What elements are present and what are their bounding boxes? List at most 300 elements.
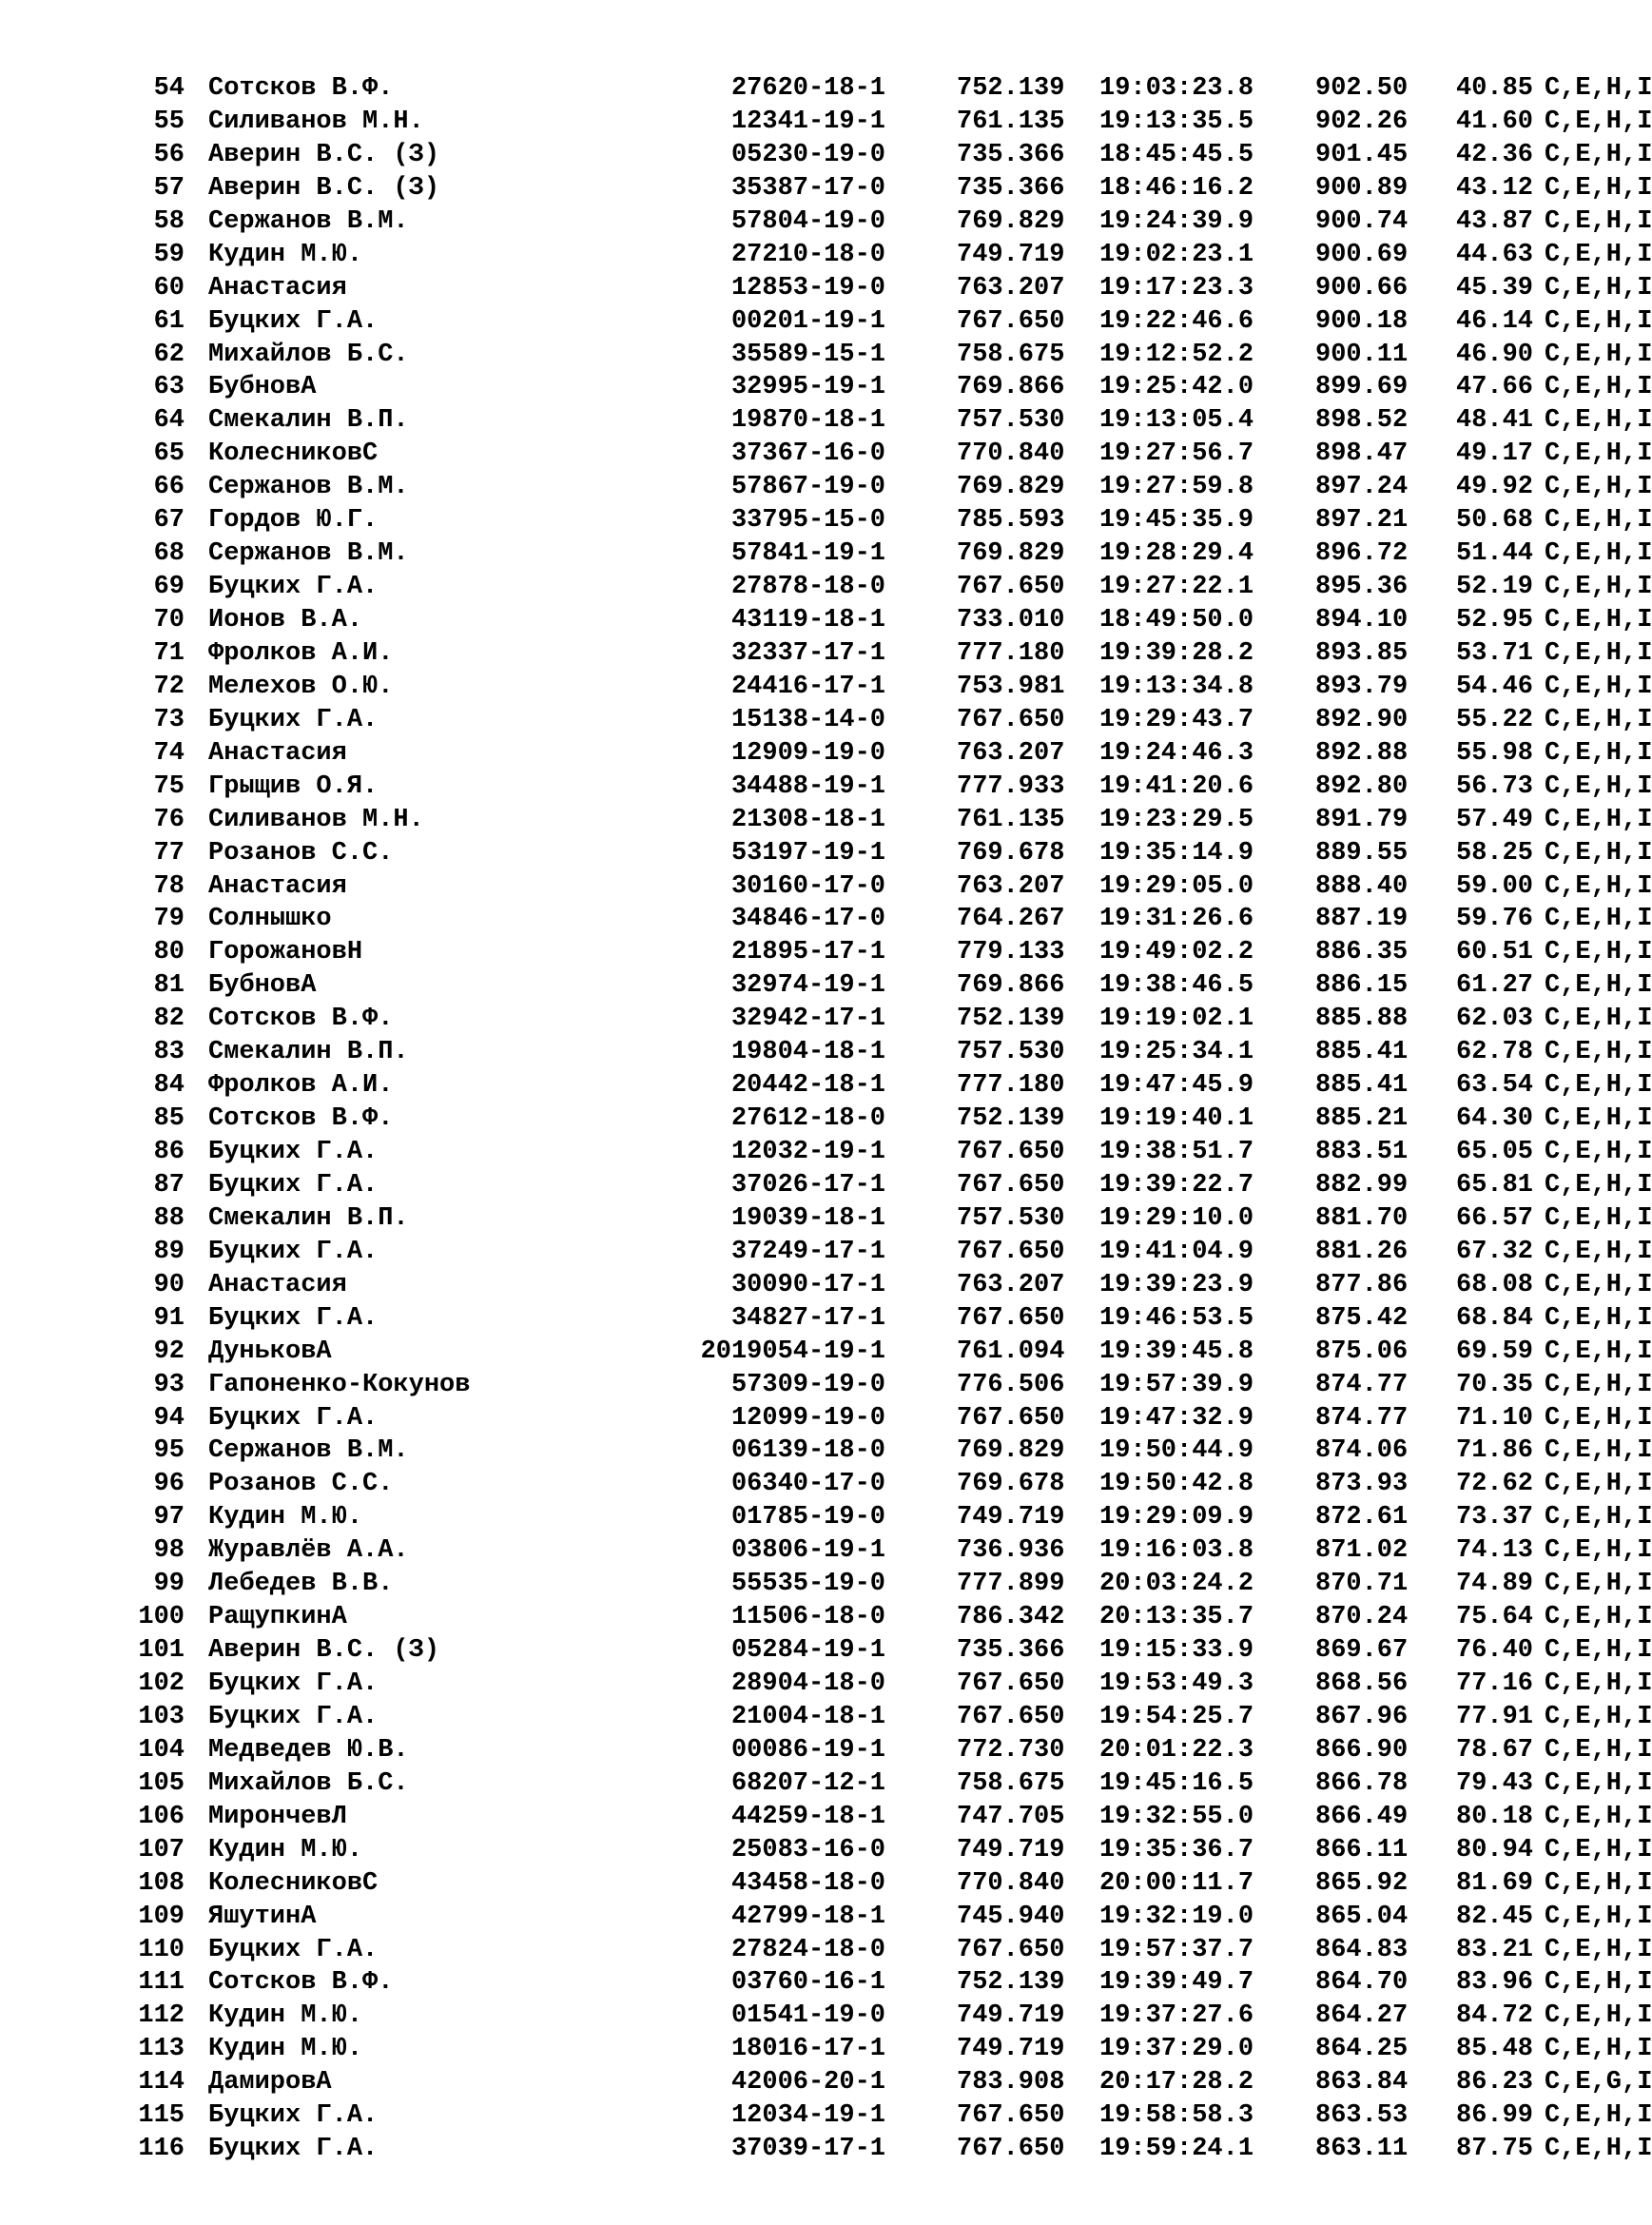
table-row [133,969,1652,1003]
ring-number: 44259-18-1 [730,1802,885,1831]
place-number: 58 [153,206,185,236]
category-flags: C,E,H,I [1545,173,1652,203]
speed: 902.50 [1315,74,1409,103]
fancier-name: БубновА [208,971,317,1001]
place-number: 100 [138,1603,185,1632]
table-row [133,571,1652,604]
ring-number: 20442-18-1 [730,1071,885,1101]
ring-number: 33795-15-0 [730,506,885,536]
fancier-name: Буцких Г.А. [208,1669,379,1698]
category-flags: C,E,H,I [1545,1835,1652,1864]
speed: 892.88 [1315,738,1409,768]
coefficient: 54.46 [1456,672,1534,701]
distance: 779.133 [957,938,1065,967]
fancier-name: Буцких Г.А. [208,1702,379,1731]
fancier-name: ГорожановН [208,938,363,967]
distance: 770.840 [957,439,1065,469]
coefficient: 65.05 [1456,1138,1534,1166]
table-row [133,2099,1652,2133]
fancier-name: Аверин В.С. (З) [208,173,440,203]
place-number: 90 [153,1270,185,1299]
table-row [133,471,1652,504]
arrival-time: 19:57:39.9 [1099,1370,1254,1399]
category-flags: C,E,H,I [1545,1636,1652,1666]
place-number: 83 [153,1038,185,1067]
arrival-time: 19:35:36.7 [1099,1835,1254,1864]
distance: 735.366 [957,173,1065,203]
place-number: 108 [138,1868,185,1898]
place-number: 54 [153,74,185,103]
table-row [133,1003,1652,1036]
place-number: 84 [153,1071,185,1101]
results-table [133,72,1652,2166]
coefficient: 45.39 [1456,273,1534,303]
coefficient: 71.86 [1456,1436,1534,1466]
arrival-time: 19:47:32.9 [1099,1403,1254,1433]
coefficient: 42.36 [1456,140,1534,169]
arrival-time: 19:03:23.8 [1099,74,1254,103]
table-row [133,936,1652,969]
category-flags: C,E,H,I [1545,1536,1652,1566]
table-row [133,205,1652,239]
arrival-time: 19:28:29.4 [1099,539,1254,569]
table-row [133,1069,1652,1103]
coefficient: 71.10 [1456,1403,1534,1433]
fancier-name: Сотсков В.Ф. [208,74,394,103]
place-number: 75 [153,771,185,801]
speed: 900.89 [1315,173,1409,203]
coefficient: 62.03 [1456,1005,1534,1034]
fancier-name: Сержанов В.М. [208,1436,409,1466]
fancier-name: КолесниковС [208,439,379,469]
coefficient: 60.51 [1456,938,1534,967]
coefficient: 72.62 [1456,1470,1534,1499]
ring-number: 32995-19-1 [730,373,885,402]
category-flags: C,E,H,I [1545,1270,1652,1299]
ring-number: 30090-17-1 [730,1270,885,1299]
distance: 777.180 [957,1071,1065,1101]
coefficient: 49.17 [1456,439,1534,469]
category-flags: C,E,H,I [1545,406,1652,436]
coefficient: 80.18 [1456,1802,1534,1831]
category-flags: C,E,H,I [1545,573,1652,602]
arrival-time: 19:45:35.9 [1099,506,1254,536]
fancier-name: Буцких Г.А. [208,1170,379,1200]
table-row [133,1901,1652,1934]
category-flags: C,E,H,I [1545,1570,1652,1599]
place-number: 107 [138,1835,185,1864]
ring-number: 37039-17-1 [730,2135,885,2164]
table-row [133,2000,1652,2033]
category-flags: C,E,H,I [1545,1768,1652,1798]
distance: 757.530 [957,1203,1065,1233]
table-row [133,2133,1652,2166]
distance: 785.593 [957,506,1065,536]
fancier-name: Силиванов М.Н. [208,107,424,136]
fancier-name: Розанов С.С. [208,1470,394,1499]
fancier-name: Буцких Г.А. [208,573,379,602]
arrival-time: 19:29:10.0 [1099,1203,1254,1233]
arrival-time: 19:37:29.0 [1099,2035,1254,2064]
table-row [133,1336,1652,1369]
fancier-name: БубновА [208,373,317,402]
place-number: 70 [153,606,185,634]
place-number: 60 [153,273,185,303]
table-row [133,1701,1652,1734]
fancier-name: Аверин В.С. (З) [208,140,440,169]
fancier-name: Ионов В.А. [208,606,363,634]
place-number: 102 [138,1669,185,1698]
fancier-name: Буцких Г.А. [208,1138,379,1166]
ring-number: 30160-17-0 [730,871,885,901]
category-flags: C,E,H,I [1545,1071,1652,1101]
table-row [133,1568,1652,1601]
coefficient: 76.40 [1456,1636,1534,1666]
place-number: 110 [138,1935,185,1964]
place-number: 79 [153,905,185,934]
distance: 733.010 [957,606,1065,634]
table-row [133,504,1652,537]
fancier-name: Фролков А.И. [208,1071,394,1101]
coefficient: 69.59 [1456,1337,1534,1366]
fancier-name: Гапоненко-Кокунов [208,1370,471,1399]
arrival-time: 19:27:56.7 [1099,439,1254,469]
fancier-name: Журавлёв А.А. [208,1536,409,1566]
distance: 758.675 [957,340,1065,369]
ring-number: 21895-17-1 [730,938,885,967]
arrival-time: 19:39:23.9 [1099,1270,1254,1299]
speed: 865.92 [1315,1868,1409,1898]
distance: 752.139 [957,74,1065,103]
place-number: 93 [153,1370,185,1399]
ring-number: 57804-19-0 [730,206,885,236]
speed: 863.84 [1315,2068,1409,2098]
distance: 749.719 [957,2035,1065,2064]
ring-number: 57841-19-1 [730,539,885,569]
fancier-name: Буцких Г.А. [208,1403,379,1433]
arrival-time: 19:25:34.1 [1099,1038,1254,1067]
fancier-name: ЯшутинА [208,1902,317,1931]
table-row [133,1934,1652,1967]
fancier-name: РащупкинА [208,1603,347,1632]
table-row [133,339,1652,372]
distance: 767.650 [957,306,1065,336]
distance: 757.530 [957,1038,1065,1067]
table-row [133,1269,1652,1302]
fancier-name: Буцких Г.А. [208,2101,379,2131]
speed: 899.69 [1315,373,1409,402]
table-row [133,771,1652,804]
ring-number: 32337-17-1 [730,638,885,668]
distance: 776.506 [957,1370,1065,1399]
ring-number: 68207-12-1 [730,1768,885,1798]
ring-number: 12341-19-1 [730,107,885,136]
category-flags: C,E,H,I [1545,1138,1652,1166]
ring-number: 27620-18-1 [730,74,885,103]
ring-number: 12034-19-1 [730,2101,885,2131]
speed: 869.67 [1315,1636,1409,1666]
distance: 767.650 [957,2101,1065,2131]
table-row [133,1966,1652,2000]
table-row [133,1668,1652,1701]
distance: 767.650 [957,1702,1065,1731]
ring-number: 34827-17-1 [730,1303,885,1333]
distance: 777.899 [957,1570,1065,1599]
category-flags: C,E,H,I [1545,1403,1652,1433]
arrival-time: 19:46:53.5 [1099,1303,1254,1333]
category-flags: C,E,H,I [1545,74,1652,103]
category-flags: C,E,G,I [1545,2068,1652,2098]
fancier-name: Фролков А.И. [208,638,394,668]
ring-number: 12909-19-0 [730,738,885,768]
arrival-time: 19:23:29.5 [1099,805,1254,834]
speed: 881.70 [1315,1203,1409,1233]
category-flags: C,E,H,I [1545,140,1652,169]
speed: 873.93 [1315,1470,1409,1499]
coefficient: 51.44 [1456,539,1534,569]
fancier-name: Смекалин В.П. [208,1203,409,1233]
place-number: 85 [153,1104,185,1134]
category-flags: C,E,H,I [1545,439,1652,469]
table-row [133,172,1652,205]
fancier-name: Сотсков В.Ф. [208,1968,394,1998]
coefficient: 73.37 [1456,1503,1534,1532]
coefficient: 86.99 [1456,2101,1534,2131]
category-flags: C,E,H,I [1545,340,1652,369]
category-flags: C,E,H,I [1545,1170,1652,1200]
speed: 888.40 [1315,871,1409,901]
coefficient: 53.71 [1456,638,1534,668]
speed: 893.79 [1315,672,1409,701]
table-row [133,239,1652,272]
table-row [133,1136,1652,1169]
table-row [133,804,1652,837]
ring-number: 03760-16-1 [730,1968,885,1998]
coefficient: 65.81 [1456,1170,1534,1200]
fancier-name: Анастасия [208,1270,347,1299]
coefficient: 43.12 [1456,173,1534,203]
arrival-time: 19:02:23.1 [1099,240,1254,269]
category-flags: C,E,H,I [1545,1669,1652,1698]
table-row [133,1767,1652,1801]
arrival-time: 18:49:50.0 [1099,606,1254,634]
arrival-time: 20:01:22.3 [1099,1735,1254,1765]
distance: 767.650 [957,1237,1065,1266]
speed: 875.42 [1315,1303,1409,1333]
fancier-name: МирончевЛ [208,1802,347,1831]
table-row [133,1501,1652,1534]
coefficient: 77.91 [1456,1702,1534,1731]
arrival-time: 19:15:33.9 [1099,1636,1254,1666]
fancier-name: Сотсков В.Ф. [208,1104,394,1134]
ring-number: 18016-17-1 [730,2035,885,2064]
place-number: 76 [153,805,185,834]
speed: 902.26 [1315,107,1409,136]
category-flags: C,E,H,I [1545,1203,1652,1233]
distance: 770.840 [957,1868,1065,1898]
place-number: 86 [153,1138,185,1166]
ring-number: 21308-18-1 [730,805,885,834]
speed: 866.11 [1315,1835,1409,1864]
place-number: 62 [153,340,185,369]
place-number: 64 [153,406,185,436]
distance: 769.829 [957,473,1065,502]
ring-number: 19870-18-1 [730,406,885,436]
fancier-name: Буцких Г.А. [208,705,379,734]
arrival-time: 19:41:04.9 [1099,1237,1254,1266]
arrival-time: 19:37:27.6 [1099,2001,1254,2031]
distance: 736.936 [957,1536,1065,1566]
category-flags: C,E,H,I [1545,1005,1652,1034]
distance: 749.719 [957,1835,1065,1864]
category-flags: C,E,H,I [1545,1902,1652,1931]
coefficient: 41.60 [1456,107,1534,136]
table-row [133,837,1652,870]
distance: 752.139 [957,1968,1065,1998]
table-row [133,637,1652,671]
fancier-name: Сержанов В.М. [208,206,409,236]
ring-number: 43458-18-0 [730,1868,885,1898]
speed: 864.27 [1315,2001,1409,2031]
speed: 893.85 [1315,638,1409,668]
arrival-time: 19:12:52.2 [1099,340,1254,369]
coefficient: 44.63 [1456,240,1534,269]
speed: 885.41 [1315,1038,1409,1067]
category-flags: C,E,H,I [1545,206,1652,236]
table-row [133,1302,1652,1336]
fancier-name: ДамировА [208,2068,332,2098]
table-row [133,671,1652,704]
ring-number: 28904-18-0 [730,1669,885,1698]
category-flags: C,E,H,I [1545,506,1652,536]
arrival-time: 19:49:02.2 [1099,938,1254,967]
coefficient: 83.96 [1456,1968,1534,1998]
fancier-name: Сержанов В.М. [208,473,409,502]
distance: 777.933 [957,771,1065,801]
table-row [133,1734,1652,1767]
coefficient: 78.67 [1456,1735,1534,1765]
fancier-name: Кудин М.Ю. [208,1503,363,1532]
category-flags: C,E,H,I [1545,871,1652,901]
ring-number: 24416-17-1 [730,672,885,701]
distance: 735.366 [957,1636,1065,1666]
ring-number: 34488-19-1 [730,771,885,801]
arrival-time: 19:19:02.1 [1099,1005,1254,1034]
table-row [133,1402,1652,1435]
place-number: 99 [153,1570,185,1599]
speed: 892.90 [1315,705,1409,734]
place-number: 94 [153,1403,185,1433]
speed: 885.21 [1315,1104,1409,1134]
table-row [133,1369,1652,1402]
category-flags: C,E,H,I [1545,1303,1652,1333]
speed: 875.06 [1315,1337,1409,1366]
arrival-time: 19:32:19.0 [1099,1902,1254,1931]
table-row [133,438,1652,471]
category-flags: C,E,H,I [1545,805,1652,834]
arrival-time: 19:57:37.7 [1099,1935,1254,1964]
arrival-time: 19:54:25.7 [1099,1702,1254,1731]
arrival-time: 19:29:05.0 [1099,871,1254,901]
fancier-name: Аверин В.С. (З) [208,1636,440,1666]
fancier-name: Сержанов В.М. [208,539,409,569]
speed: 872.61 [1315,1503,1409,1532]
distance: 769.829 [957,1436,1065,1466]
fancier-name: Гордов Ю.Г. [208,506,379,536]
distance: 753.981 [957,672,1065,701]
category-flags: C,E,H,I [1545,1337,1652,1366]
place-number: 66 [153,473,185,502]
arrival-time: 19:58:58.3 [1099,2101,1254,2131]
coefficient: 49.92 [1456,473,1534,502]
place-number: 63 [153,373,185,402]
speed: 874.77 [1315,1370,1409,1399]
ring-number: 43119-18-1 [730,606,885,634]
ring-number: 42799-18-1 [730,1902,885,1931]
speed: 895.36 [1315,573,1409,602]
table-row [133,139,1652,172]
arrival-time: 19:38:51.7 [1099,1138,1254,1166]
speed: 866.78 [1315,1768,1409,1798]
speed: 863.11 [1315,2135,1409,2164]
speed: 864.25 [1315,2035,1409,2064]
table-row [133,870,1652,904]
table-row [133,1801,1652,1834]
place-number: 88 [153,1203,185,1233]
ring-number: 35387-17-0 [730,173,885,203]
ring-number: 57867-19-0 [730,473,885,502]
distance: 767.650 [957,1935,1065,1964]
category-flags: C,E,H,I [1545,373,1652,402]
coefficient: 86.23 [1456,2068,1534,2098]
distance: 745.940 [957,1902,1065,1931]
category-flags: C,E,H,I [1545,1702,1652,1731]
place-number: 97 [153,1503,185,1532]
arrival-time: 19:31:26.6 [1099,905,1254,934]
coefficient: 85.48 [1456,2035,1534,2064]
place-number: 96 [153,1470,185,1499]
ring-number: 35589-15-1 [730,340,885,369]
arrival-time: 19:35:14.9 [1099,838,1254,868]
distance: 757.530 [957,406,1065,436]
distance: 767.650 [957,1138,1065,1166]
place-number: 80 [153,938,185,967]
fancier-name: ДуньковА [208,1337,332,1366]
arrival-time: 19:39:49.7 [1099,1968,1254,1998]
coefficient: 52.19 [1456,573,1534,602]
category-flags: C,E,H,I [1545,273,1652,303]
speed: 864.70 [1315,1968,1409,1998]
ring-number: 53197-19-1 [730,838,885,868]
coefficient: 70.35 [1456,1370,1534,1399]
arrival-time: 19:39:45.8 [1099,1337,1254,1366]
speed: 885.41 [1315,1071,1409,1101]
arrival-time: 19:32:55.0 [1099,1802,1254,1831]
distance: 763.207 [957,273,1065,303]
table-row [133,305,1652,339]
category-flags: C,E,H,I [1545,306,1652,336]
fancier-name: Смекалин В.П. [208,406,409,436]
distance: 769.829 [957,539,1065,569]
coefficient: 55.22 [1456,705,1534,734]
speed: 900.11 [1315,340,1409,369]
arrival-time: 20:13:35.7 [1099,1603,1254,1632]
coefficient: 68.08 [1456,1270,1534,1299]
category-flags: C,E,H,I [1545,771,1652,801]
ring-number: 37026-17-1 [730,1170,885,1200]
ring-number: 05284-19-1 [730,1636,885,1666]
ring-number: 11506-18-0 [730,1603,885,1632]
